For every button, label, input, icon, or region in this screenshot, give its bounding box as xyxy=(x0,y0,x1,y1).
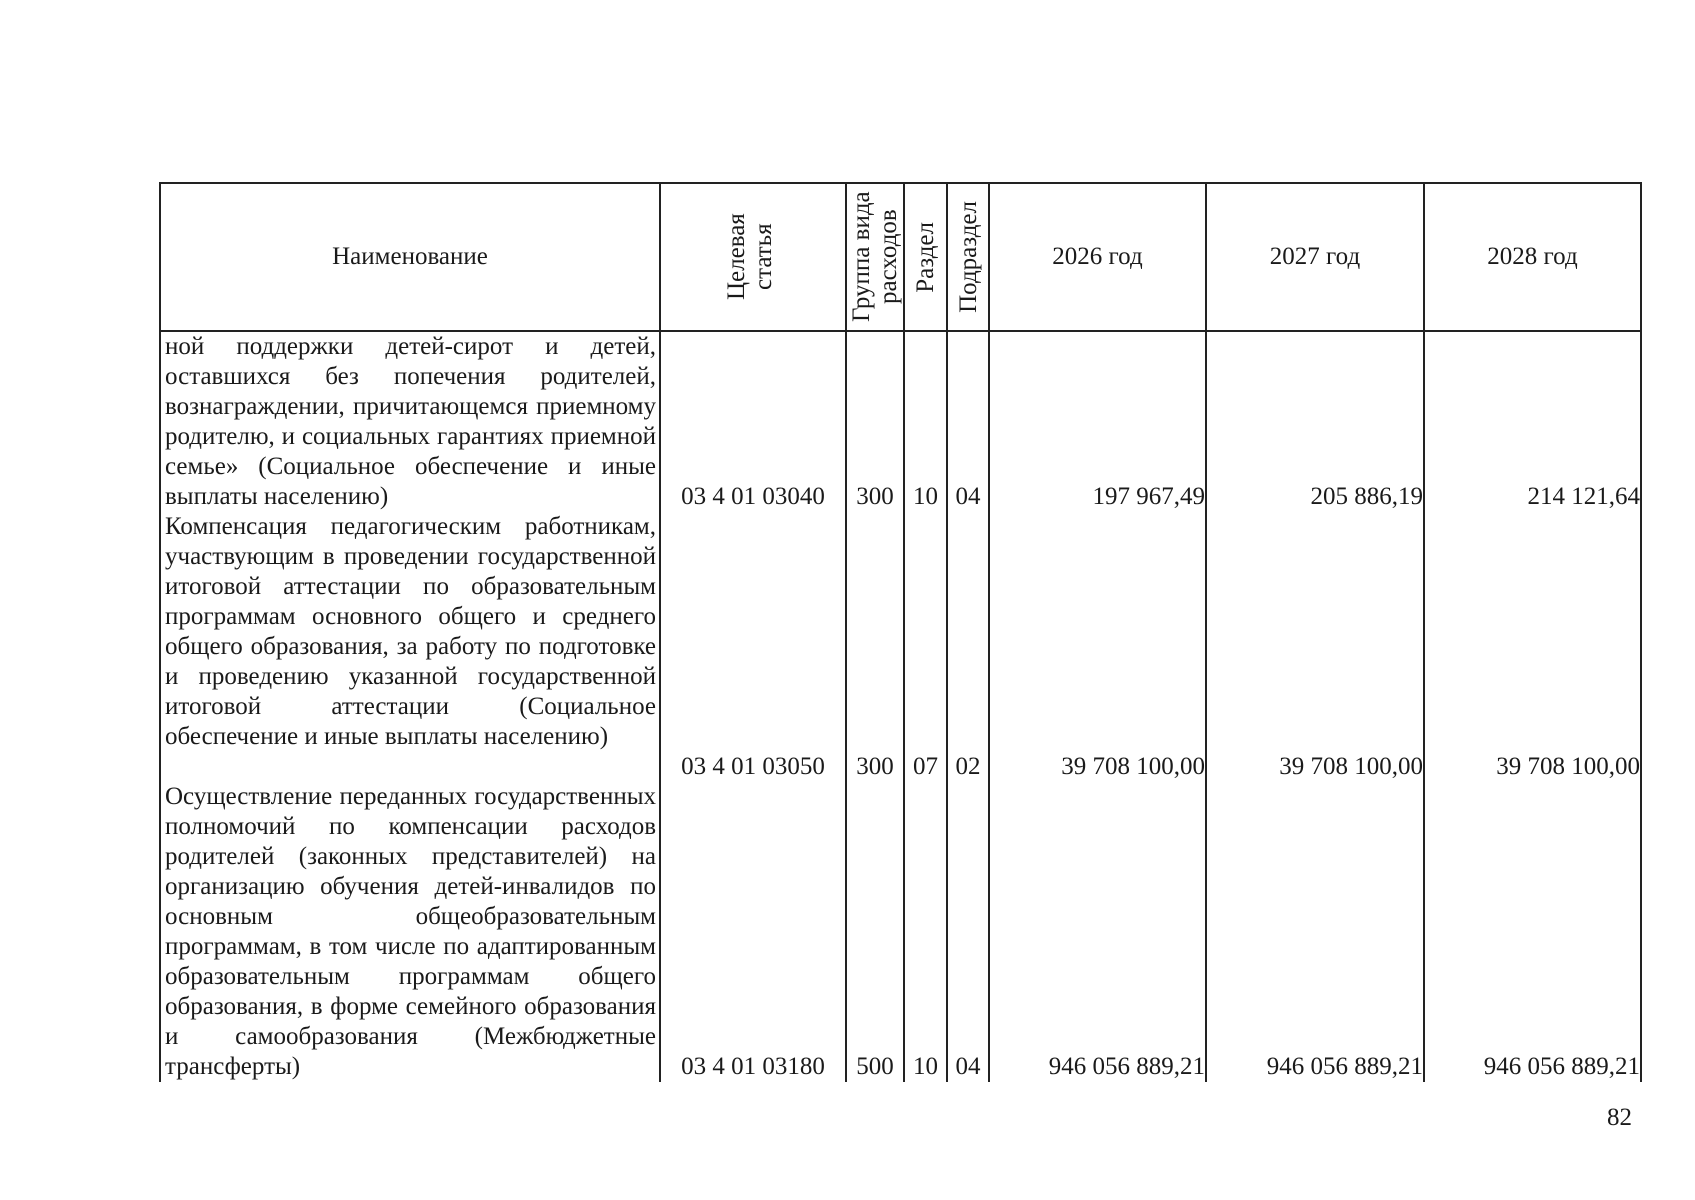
row-2027: 39 708 100,00 xyxy=(1206,512,1424,782)
table-row xyxy=(160,782,1641,1082)
row-subsection: 02 xyxy=(947,512,989,782)
row-name: Осуществление переданных государственных полномочий по компенсации расходов родителей (законных представителей) на организацию обучения детей-инвалидов по основным общеобразовательным программам, в том числе по адаптированным образовательным программам общего образования, в форме семейного образования и самообразования (Межбюджетные трансферты) xyxy=(160,782,660,1082)
header-2026: 2026 год xyxy=(989,183,1206,331)
header-group: Группа вида расходов xyxy=(846,183,904,331)
row-2026: 197 967,49 xyxy=(989,331,1206,512)
row-group: 300 xyxy=(846,512,904,782)
row-group: 500 xyxy=(846,782,904,1082)
row-2026: 946 056 889,21 xyxy=(989,782,1206,1082)
row-2028: 39 708 100,00 xyxy=(1424,512,1641,782)
table-row xyxy=(160,512,1641,782)
header-2027: 2027 год xyxy=(1206,183,1424,331)
header-name: Наименование xyxy=(160,183,660,331)
row-target: 03 4 01 03040 xyxy=(660,331,846,512)
row-name: ной поддержки детей-сирот и детей, оставшихся без попечения родителей, вознаграждении, причитающемся приемному родителю, и социальных гарантиях приемной семье» (Социальное обеспечение и иные выплаты населению) xyxy=(160,331,660,512)
header-2028: 2028 год xyxy=(1424,183,1641,331)
row-subsection: 04 xyxy=(947,331,989,512)
page-number: 82 xyxy=(1607,1104,1632,1131)
row-section: 07 xyxy=(904,512,947,782)
budget-table-container xyxy=(159,182,1640,1082)
header-target: Целевая статья xyxy=(660,183,846,331)
table-row xyxy=(160,331,1641,512)
row-section: 10 xyxy=(904,331,947,512)
table-header-row xyxy=(160,183,1641,331)
row-subsection: 04 xyxy=(947,782,989,1082)
row-target: 03 4 01 03180 xyxy=(660,782,846,1082)
row-name: Компенсация педагогическим работникам, участвующим в проведении государственной итоговой аттестации по образовательным программам основного общего и среднего общего образования, за работу по подготовке и проведению указанной государственной итоговой аттестации (Социальное обеспечение и иные выплаты населению) xyxy=(160,512,660,782)
row-2027: 205 886,19 xyxy=(1206,331,1424,512)
row-target: 03 4 01 03050 xyxy=(660,512,846,782)
row-section: 10 xyxy=(904,782,947,1082)
budget-table xyxy=(159,182,1642,1082)
header-section: Раздел xyxy=(904,183,947,331)
row-2028: 214 121,64 xyxy=(1424,331,1641,512)
header-subsection: Подраздел xyxy=(947,183,989,331)
row-group: 300 xyxy=(846,331,904,512)
row-2026: 39 708 100,00 xyxy=(989,512,1206,782)
row-2027: 946 056 889,21 xyxy=(1206,782,1424,1082)
row-2028: 946 056 889,21 xyxy=(1424,782,1641,1082)
